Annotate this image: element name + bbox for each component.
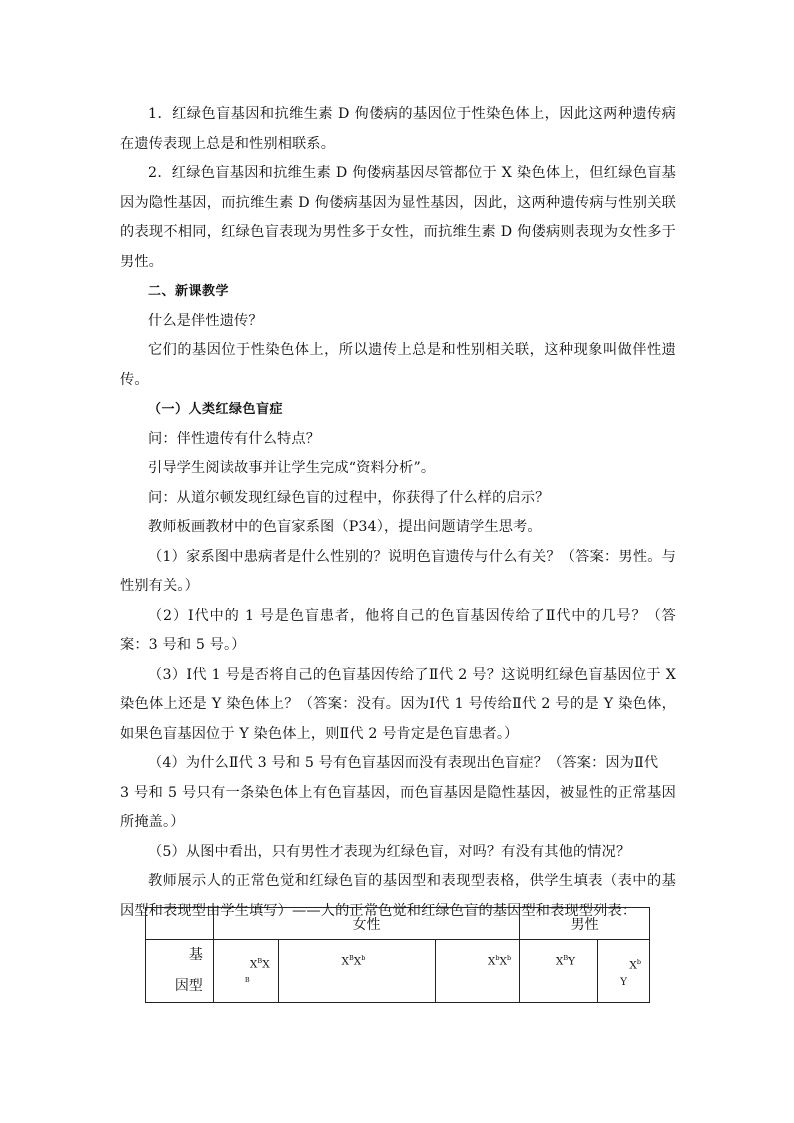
table-genotype-row [146,940,650,1003]
allele-base: X [249,958,258,970]
section-title: 二、新课教学 [148,284,230,299]
allele-superscript-wrapped: B [244,976,250,984]
allele-base: X [262,958,270,970]
line-1: 问：伴性遗传有什么特点？ [148,430,321,447]
line-3: 问：从道尔顿发现红绿色盲的过程中，你获得了什么样的启示？ [148,489,550,506]
allele-superscript: B [257,956,263,965]
allele-base: X [341,955,349,968]
allele-superscript: b [361,954,366,962]
genotype-cell [278,940,436,1003]
question-1: （1）家系图中患病者是什么性别的？说明色盲遗传与什么有关？（答案：男性。与性别有关。） [120,548,676,594]
row-label-genotype [146,940,214,1003]
row-label-line-1: 基 [188,947,203,963]
table-corner-cell [146,908,214,940]
paragraph-2: 2．红绿色盲基因和抗维生素 D 佝偻病基因尽管都位于 X 染色体上，但红绿色盲基因为隐性基因，而抗维生素 D 佝偻病基因为显性基因，因此，这两种遗传病与性别关联的表现不相同，红绿色盲表现为男性多于女性，而抗维生素 D 佝偻病则表现为女性多于男性。 [120,165,676,270]
question-5: （5）从图中看出，只有男性才表现为红绿色盲，对吗？有没有其他的情况？ [148,843,631,860]
subsection-title: （一）人类红绿色盲症 [148,402,284,417]
genotype-cell [213,940,278,1003]
allele-base-wrapped: Y [620,975,627,988]
line-2: 引导学生阅读故事并让学生完成“资料分析”。 [148,460,436,476]
allele-superscript: B [348,954,354,962]
allele-superscript: b [495,954,500,962]
genotype-table [145,907,650,1003]
genotype-cell [436,940,520,1003]
allele-base: X [629,959,637,972]
table-header-row [146,908,650,940]
line-4: 教师板画教材中的色盲家系图（P34），提出问题请学生思考。 [148,519,542,535]
allele-base: X [353,955,362,968]
question-3: （3）Ⅰ代 1 号是否将自己的色盲基因传给了Ⅱ代 2 号？这说明红绿色盲基因位于 X 染色体上还是 Y 染色体上？（答案：没有。因为Ⅰ代 1 号传给Ⅱ代 2 号的是 Y 染色体，如果色盲基因位于 Y 染色体上，则Ⅱ代 2 号肯定是色盲患者。） [120,666,676,742]
genotype-cell [520,940,598,1003]
allele-superscript: B [563,954,569,962]
header-male: 男性 [520,908,650,940]
allele-superscript: b [636,958,641,967]
question-4-continued: 3 号和 5 号只有一条染色体上有色盲基因，而色盲基因是隐性基因，被显性的正常基因所掩盖。） [120,784,676,830]
allele-base: X [487,955,496,968]
paragraph-1: 1．红绿色盲基因和抗维生素 D 佝偻病的基因位于性染色体上，因此这两种遗传病在遗传表现上总是和性别相联系。 [120,106,676,152]
allele-base: X [499,955,508,968]
allele-superscript: b [507,954,512,962]
genotype-cell [598,940,650,1003]
question-4: （4）为什么Ⅱ代 3 号和 5 号有色盲基因而没有表现出色盲症？（答案：因为Ⅱ代 [148,755,659,771]
header-female: 女性 [213,908,519,940]
table-intro: 教师展示人的正常色觉和红绿色盲的基因型和表现型表格，供学生填表（表中的基因型和表现型由学生填写）——人的正常色觉和红绿色盲的基因型和表现型列表： [120,873,676,919]
intro-question: 什么是伴性遗传？ [148,312,263,329]
allele-base: Y [568,955,576,968]
question-2: （2）Ⅰ代中的 1 号是色盲患者，他将自己的色盲基因传给了Ⅱ代中的几号？（答案：3 号和 5 号。） [120,607,676,653]
allele-base: X [555,955,564,968]
row-label-line-2: 因型 [174,978,203,994]
intro-answer: 它们的基因位于性染色体上，所以遗传上总是和性别相关联，这种现象叫做伴性遗传。 [120,342,676,388]
document-body [120,100,676,926]
